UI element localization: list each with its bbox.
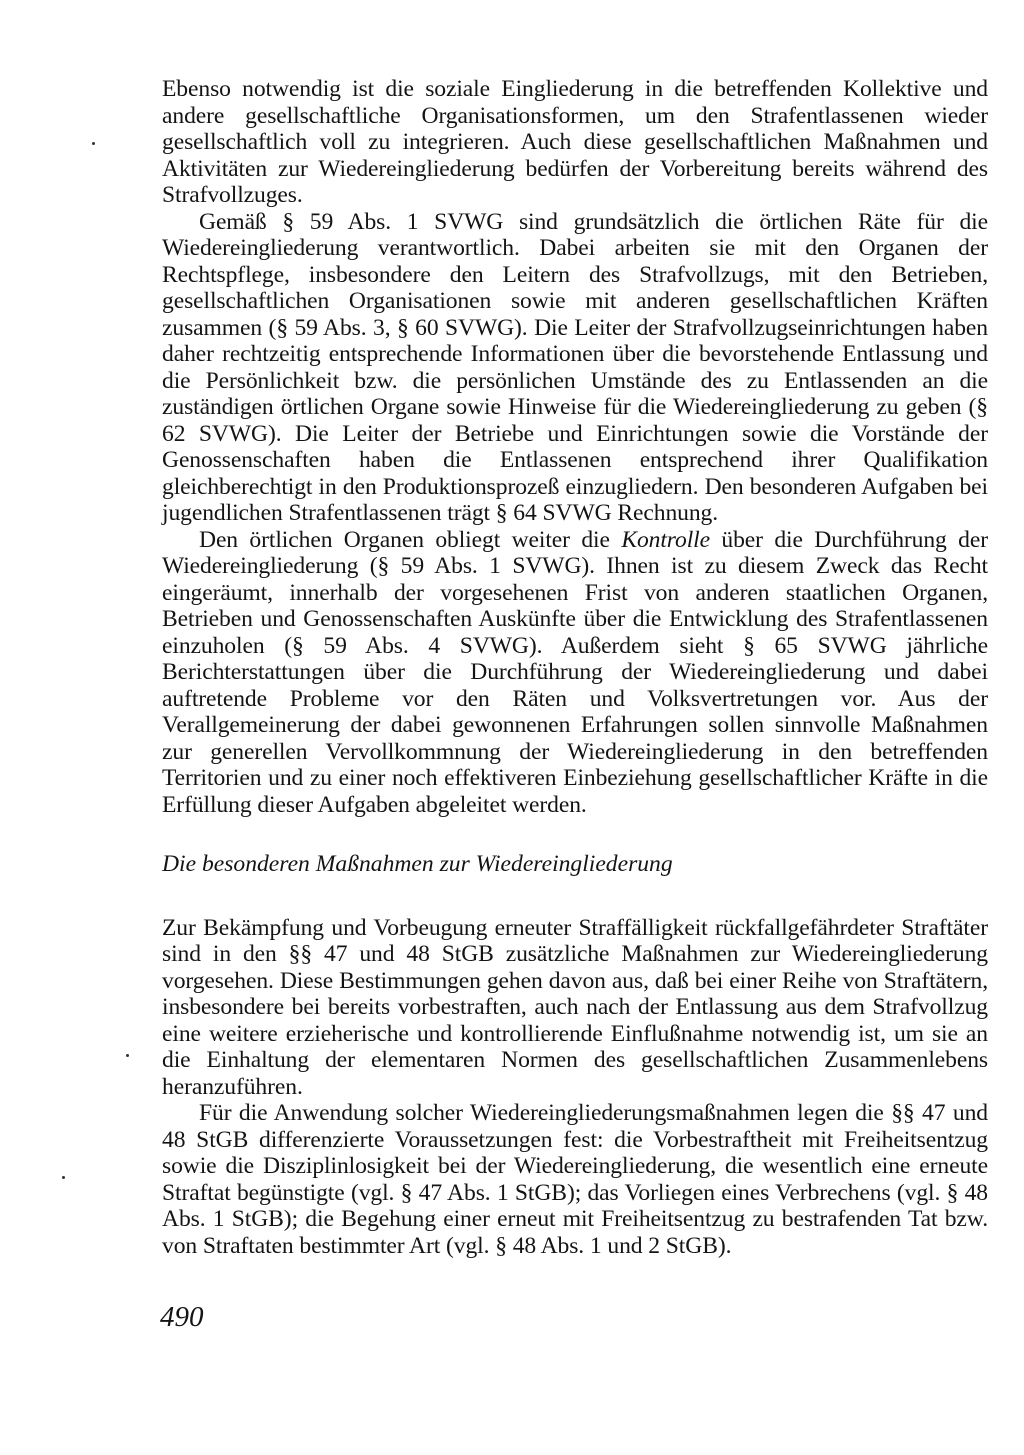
paragraph-soziale-eingliederung: Ebenso notwendig ist die soziale Eingliederung in die betreffenden Kollektive und andere gesellschaftliche Organisationsformen, um den Strafentlassenen wieder gesellschaftlich voll zu integrieren. Auch diese gesellschaftlichen Maßnahmen und Aktivitäten zur Wiedereingliederung bedürfen der Vorbereitung bereits während des Strafvollzuges. xyxy=(162,76,988,208)
page-number: 490 xyxy=(160,1301,204,1333)
paragraph-kontrolle xyxy=(162,527,988,819)
section-heading: Die besonderen Maßnahmen zur Wiedereingliederung xyxy=(162,851,673,877)
paragraph-voraussetzungen: Für die Anwendung solcher Wiedereingliederungsmaßnahmen legen die §§ 47 und 48 StGB differenzierte Voraussetzungen fest: die Vorbestraftheit mit Freiheitsentzug sowie die Disziplinlosigkeit bei der Wiedereingliederung, die wesentlich eine erneute Straftat begünstigte (vgl. § 47 Abs. 1 StGB); das Vorliegen eines Verbrechens (vgl. § 48 Abs. 1 StGB); die Begehung einer erneut mit Freiheitsentzug zu bestrafenden Tat bzw. von Straftaten bestimmter Art (vgl. § 48 Abs. 1 und 2 StGB). xyxy=(162,1100,988,1259)
paragraph-oertliche-raete: Gemäß § 59 Abs. 1 SVWG sind grundsätzlich die örtlichen Räte für die Wiedereingliederung verantwortlich. Dabei arbeiten sie mit den Organen der Rechtspflege, insbesondere den Leitern des Strafvollzugs, mit den Betrieben, gesellschaftlichen Organisationen sowie mit anderen gesellschaftlichen Kräften zusammen (§ 59 Abs. 3, § 60 SVWG). Die Leiter der Strafvollzugseinrichtungen haben daher rechtzeitig entsprechende Informationen über die bevorstehende Entlassung und die Persönlichkeit bzw. die persönlichen Umstände des zu Entlassenden an die zuständigen örtlichen Organe sowie Hinweise für die Wiedereingliederung zu geben (§ 62 SVWG). Die Leiter der Betriebe und Einrichtungen sowie die Vorstände der Genossenschaften haben die Entlassenen entsprechend ihrer Qualifikation gleichberechtigt in den Produktionsprozeß einzugliedern. Den besonderen Aufgaben bei jugendlichen Strafentlassenen trägt § 64 SVWG Rechnung. xyxy=(162,208,988,526)
scan-speck xyxy=(62,1176,65,1179)
scan-speck xyxy=(126,1054,129,1057)
kontrolle-text-before: Den örtlichen Organen obliegt weiter die xyxy=(199,526,622,553)
scan-speck xyxy=(92,142,95,145)
paragraph-bekaempfung: Zur Bekämpfung und Vorbeugung erneuter Straffälligkeit rückfallgefährdeter Straftäter sind in den §§ 47 und 48 StGB zusätzliche Maßnahmen zur Wiedereingliederung vorgesehen. Diese Bestimmungen gehen davon aus, daß bei einer Reihe von Straftätern, insbesondere bei bereits vorbestraften, auch nach der Entlassung aus dem Strafvollzug eine weitere erzieherische und kontrollierende Einflußnahme notwendig ist, um sie an die Einhaltung der elementaren Normen des gesellschaftlichen Zusammenlebens heranzuführen. xyxy=(162,914,988,1100)
document-page xyxy=(162,76,988,1259)
kontrolle-text-after: über die Durchführung der Wiedereingliederung (§ 59 Abs. 1 SVWG). Ihnen ist zu diesem Zweck das Recht eingeräumt, innerhalb der vorgesehenen Frist von anderen staatlichen Organen, Betrieben und Genossenschaften Auskünfte über die Entwicklung des Strafentlassenen einzuholen (§ 59 Abs. 4 SVWG). Außerdem sieht § 65 SVWG jährliche Berichterstattungen über die Durchführung der Wiedereingliederung und dabei auftretende Probleme vor den Räten und Volksvertretungen vor. Aus der Verallgemeinerung der dabei gewonnenen Erfahrungen sollen sinnvolle Maßnahmen zur generellen Vervollkommnung der Wiedereingliederung in den betreffenden Territorien und zu einer noch effektiveren Einbeziehung gesellschaftlicher Kräfte in die Erfüllung dieser Aufgaben abgeleitet werden. xyxy=(162,526,989,818)
kontrolle-emphasis: Kontrolle xyxy=(621,526,710,553)
